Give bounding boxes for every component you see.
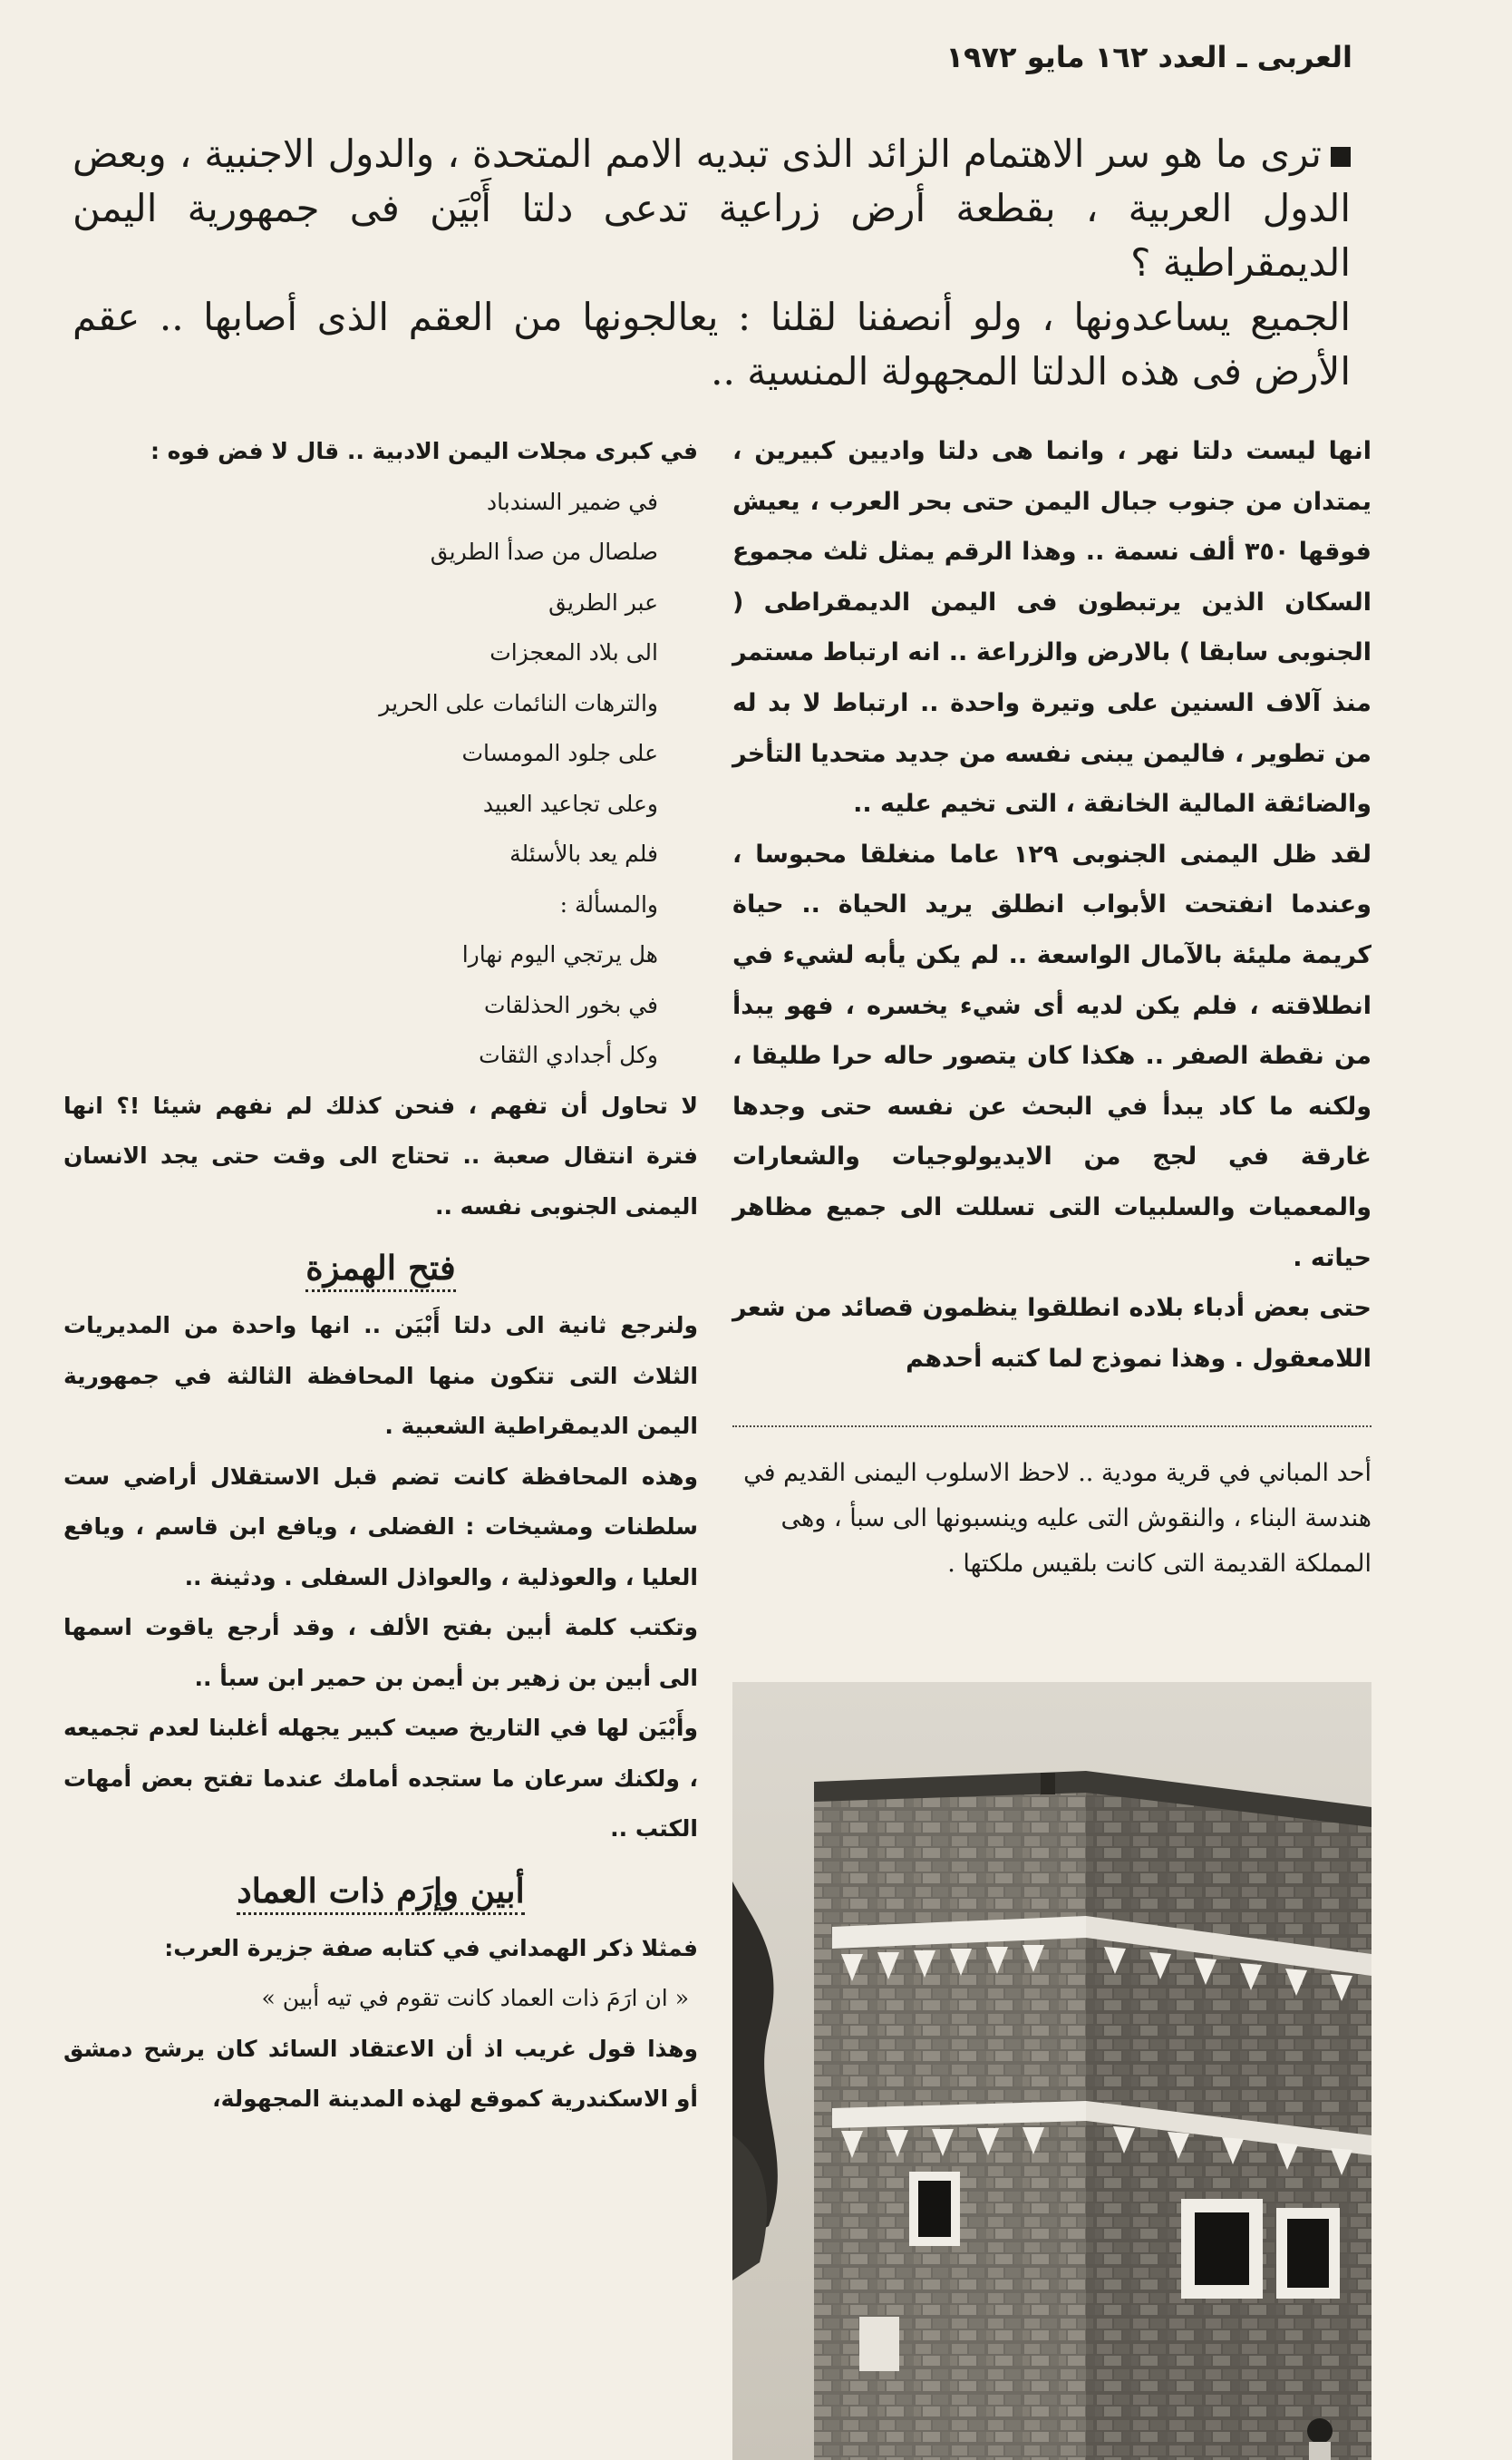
black-square-icon [1331, 147, 1351, 167]
subhead-fath-alhamza-text: فتح الهمزة [305, 1248, 455, 1292]
poem-line: وعلى تجاعيد العبيد [482, 790, 658, 817]
poem-line: في ضمير السندباد [487, 488, 658, 515]
intro-paragraph-1 [73, 127, 1351, 290]
poem-line: والمسألة : [559, 890, 658, 918]
section-2-intro: فمثلا ذكر الهمداني في كتابه صفة جزيرة العرب: [164, 1934, 698, 1961]
building-photo [732, 1682, 1371, 2460]
poem-line: وكل أجدادي الثقات [479, 1042, 658, 1068]
poem-intro: في كبرى مجلات اليمن الادبية .. قال لا فض فوه : [150, 438, 698, 464]
poem-line: في بخور الحذلقات [483, 991, 658, 1018]
section-1-paragraph-4: وأَبْيَن لها في التاريخ صيت كبير يجهله أغلبنا لعدم تجميعه ، ولكنك سرعان ما ستجده أمامك عندما تفتح بعض أمهات الكتب .. [63, 1715, 698, 1842]
poem-line: الى بلاد المعجزات [489, 639, 658, 666]
section-1-paragraph-2: وهذه المحافظة كانت تضم قبل الاستقلال أراضي ست سلطنات ومشيخات : الفضلى ، ويافع ابن قاسم ، ويافع العليا ، والعوذلية ، والعواذل السفلى . ودثينة .. [63, 1463, 698, 1590]
right-paragraph-2: لقد ظل اليمنى الجنوبى ١٢٩ عاما منغلقا محبوسا ، وعندما انفتحت الأبواب انطلق يريد الحياة .. حياة كريمة مليئة بالآمال الواسعة .. لم يكن يأبه لشيء في انطلاقته ، فلم يكن لديه أى شيء يخسره ، فهو يبدأ من نقطة الصفر .. هكذا كان يتصور حاله حرا طليقا ، ولكنه ما كاد يبدأ في البحث عن نفسه حتى وجدها غارقة في لجج من الايديولوجيات والشعارات والمعميات والسلبيات التى تسللت الى جميع مظاهر حياته . [732, 840, 1371, 1272]
poem-line: على جلود المومسات [461, 740, 658, 766]
left-column [63, 426, 698, 2125]
section-1-paragraph-1: ولنرجع ثانية الى دلتا أَبْيَن .. انها واحدة من المديريات الثلاث التى تتكون منها المحافظة الثالثة في جمهورية اليمن الديمقراطية الشعبية . [63, 1312, 698, 1439]
after-poem-paragraph: لا تحاول أن تفهم ، فنحن كذلك لم نفهم شيئا !؟ انها فترة انتقال صعبة .. تحتاج الى وقت حتى يجد الانسان اليمنى الجنوبى نفسه .. [63, 1092, 698, 1220]
poem-line: فلم يعد بالأسئلة [509, 841, 658, 867]
intro-paragraph-2: الجميع يساعدونها ، ولو أنصفنا لقلنا : يعالجونها من العقم الذى أصابها .. عقم الأرض فى هذه الدلتا المجهولة المنسية .. [73, 295, 1351, 394]
right-paragraph-3: حتى بعض أدباء بلاده انطلقوا ينظمون قصائد من شعر اللامعقول . وهذا نموذج لما كتبه أحدهم [732, 1294, 1371, 1373]
photo-caption: أحد المباني في قرية مودية .. لاحظ الاسلوب اليمنى القديم في هندسة البناء ، والنقوش التى عليه وينسبونها الى سبأ ، وهى المملكة القديمة التى كانت بلقيس ملكتها . [743, 1459, 1371, 1578]
running-title: العربى ـ العدد ١٦٢ مايو ١٩٧٢ [945, 40, 1352, 74]
right-paragraph-1: انها ليست دلتا نهر ، وانما هى دلتا واديين كبيرين ، يمتدان من جنوب جبال اليمن حتى بحر العرب ، يعيش فوقها ٣٥٠ ألف نسمة .. وهذا الرقم يمثل ثلث مجموع السكان الذين يرتبطون فى اليمن الديمقراطى ( الجنوبى سابقا ) بالارض والزراعة .. انه ارتباط مستمر منذ آلاف السنين على وتيرة واحدة .. ارتباط لا بد له من تطوير ، فاليمن يبنى نفسه من جديد متحديا التأخر والضائقة المالية الخانقة ، التى تخيم عليه .. [732, 437, 1371, 819]
column-divider [732, 1425, 1371, 1427]
tower-house-illustration [732, 1682, 1371, 2460]
poem-line: هل يرتجي اليوم نهارا [461, 941, 658, 967]
subhead-abyan-iram [63, 1854, 698, 1923]
hamdani-quote: « ان ارَمَ ذات العماد كانت تقوم في تيه أبين » [261, 1985, 689, 2011]
section-2-ending: وهذا قول غريب اذ أن الاعتقاد السائد كان يرشح دمشق أو الاسكندرية كموقع لهذه المدينة المجهولة، [63, 2035, 698, 2112]
poem-line: صلصال من صدأ الطريق [430, 539, 658, 565]
subhead-fath-alhamza [63, 1231, 698, 1300]
poem [63, 477, 698, 1081]
section-1-paragraph-3: وتكتب كلمة أبين بفتح الألف ، وقد أرجع ياقوت اسمها الى أبين بن زهير بن أيمن بن حمير ابن سبأ .. [63, 1614, 698, 1691]
intro-block [73, 127, 1351, 399]
poem-line: والترهات النائمات على الحرير [379, 689, 658, 716]
intro-paragraph-1-text: ترى ما هو سر الاهتمام الزائد الذى تبديه الامم المتحدة ، والدول الاجنبية ، وبعض الدول العربية ، بقطعة أرض زراعية تدعى دلتا أَبْيَن فى جمهورية اليمن الديمقراطية ؟ [73, 131, 1351, 285]
subhead-abyan-iram-text: أبين وإرَم ذات العماد [237, 1871, 525, 1915]
right-column [732, 426, 1371, 1384]
poem-line: عبر الطريق [548, 588, 658, 616]
